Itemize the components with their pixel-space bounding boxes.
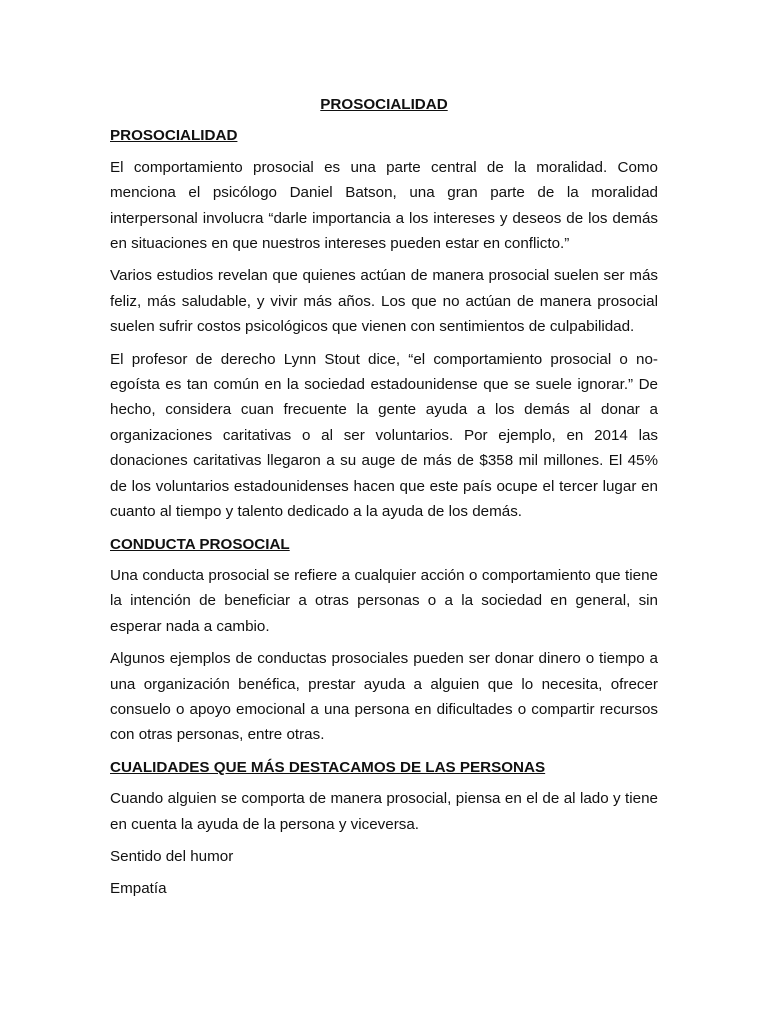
list-item-sentido-del-humor: Sentido del humor [110,847,234,865]
section-heading-prosocialidad: PROSOCIALIDAD [110,127,238,145]
paragraph: Algunos ejemplos de conductas prosociales pueden ser donar dinero o tiempo a una organización benéfica, prestar ayuda a alguien que lo necesita, ofrecer consuelo o apoyo emocional a una persona en dificultades o compartir recursos con otras personas, entre otras. [110,650,658,744]
document-title: PROSOCIALIDAD [320,96,448,113]
document-page [110,92,658,909]
paragraph: Una conducta prosocial se refiere a cualquier acción o comportamiento que tiene la intención de beneficiar a otras personas o a la sociedad en general, sin esperar nada a cambio. [110,566,658,635]
paragraph: Varios estudios revelan que quienes actúan de manera prosocial suelen ser más feliz, más saludable, y vivir más años. Los que no actúan de manera prosocial suelen sufrir costos psicológicos que vienen con sentimientos de culpabilidad. [110,267,658,336]
paragraph: El profesor de derecho Lynn Stout dice, “el comportamiento prosocial o no-egoísta es tan común en la sociedad estadounidense que se suele ignorar.” De hecho, considera cuan frecuente la gente ayuda a los demás al donar a organizaciones caritativas o al ser voluntarios. Por ejemplo, en 2014 las donaciones caritativas llegaron a su auge de más de $358 mil millones. El 45% de los voluntarios estadounidenses hacen que este país ocupe el tercer lugar en cuanto al tiempo y talento dedicado a la ayuda de los demás. [110,350,658,521]
section-heading-conducta-prosocial: CONDUCTA PROSOCIAL [110,535,290,553]
list-item-empatia: Empatía [110,880,167,898]
paragraph: El comportamiento prosocial es una parte central de la moralidad. Como menciona el psicólogo Daniel Batson, una gran parte de la moralidad interpersonal involucra “darle importancia a los intereses y deseos de los demás en situaciones en que nuestros intereses pueden estar en conflicto.” [110,158,658,253]
section-heading-cualidades: CUALIDADES QUE MÁS DESTACAMOS DE LAS PERSONAS [110,758,546,776]
paragraph: Cuando alguien se comporta de manera prosocial, piensa en el de al lado y tiene en cuenta la ayuda de la persona y viceversa. [110,790,658,833]
